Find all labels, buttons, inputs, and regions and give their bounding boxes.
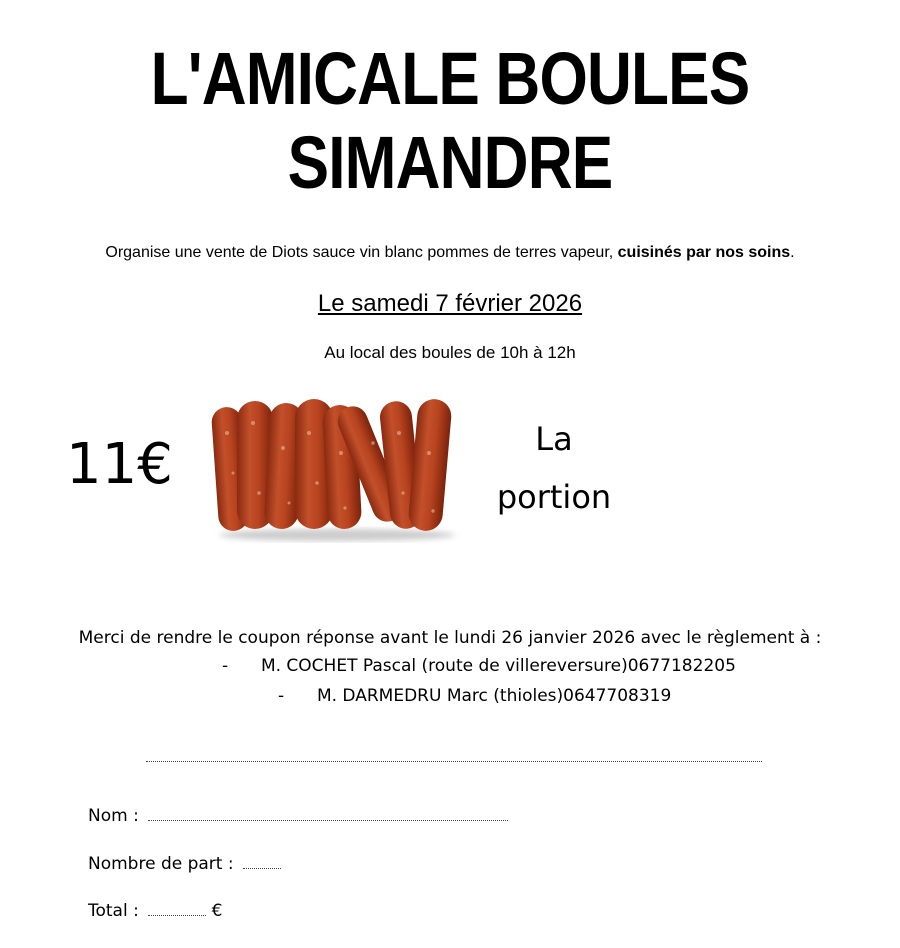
contact-1: [222, 656, 736, 676]
intro-end: .: [790, 244, 795, 261]
name-row: [88, 806, 508, 826]
parts-label: Nombre de part :: [88, 854, 234, 874]
intro-bold: cuisinés par nos soins: [617, 244, 791, 261]
name-field[interactable]: [148, 819, 508, 821]
parts-field[interactable]: [243, 867, 281, 869]
title-line-2: SIMANDRE: [287, 121, 613, 204]
contact-2-bullet: -: [278, 686, 285, 706]
currency-symbol: €: [211, 901, 223, 921]
event-date: Le samedi 7 février 2026: [317, 290, 583, 317]
contact-2-text: M. DARMEDRU Marc (thioles)0647708319: [316, 686, 672, 706]
coupon-instructions: Merci de rendre le coupon réponse avant le lundi 26 janvier 2026 avec le règlement à :: [78, 628, 822, 648]
intro-main: Organise une vente de Diots sauce vin blanc pommes de terres vapeur,: [105, 244, 618, 261]
contact-1-bullet: -: [222, 656, 229, 676]
title-line-1: L'AMICALE BOULES: [150, 37, 750, 120]
portion-label: [480, 410, 628, 526]
parts-row: [88, 854, 281, 874]
total-field[interactable]: [148, 914, 206, 916]
price: 11€: [66, 432, 173, 497]
total-row: [88, 901, 222, 921]
event-place: Au local des boules de 10h à 12h: [324, 343, 576, 362]
sausages-photo: [205, 393, 470, 543]
contact-1-text: M. COCHET Pascal (route de villereversure)0677182205: [260, 656, 736, 676]
total-label: Total :: [88, 901, 139, 921]
contact-2: [278, 686, 671, 706]
name-label: Nom :: [88, 806, 139, 826]
portion-line-2: portion: [496, 478, 612, 516]
portion-line-1: La: [535, 420, 573, 458]
cut-line: [146, 760, 762, 762]
intro-text: [0, 244, 900, 262]
